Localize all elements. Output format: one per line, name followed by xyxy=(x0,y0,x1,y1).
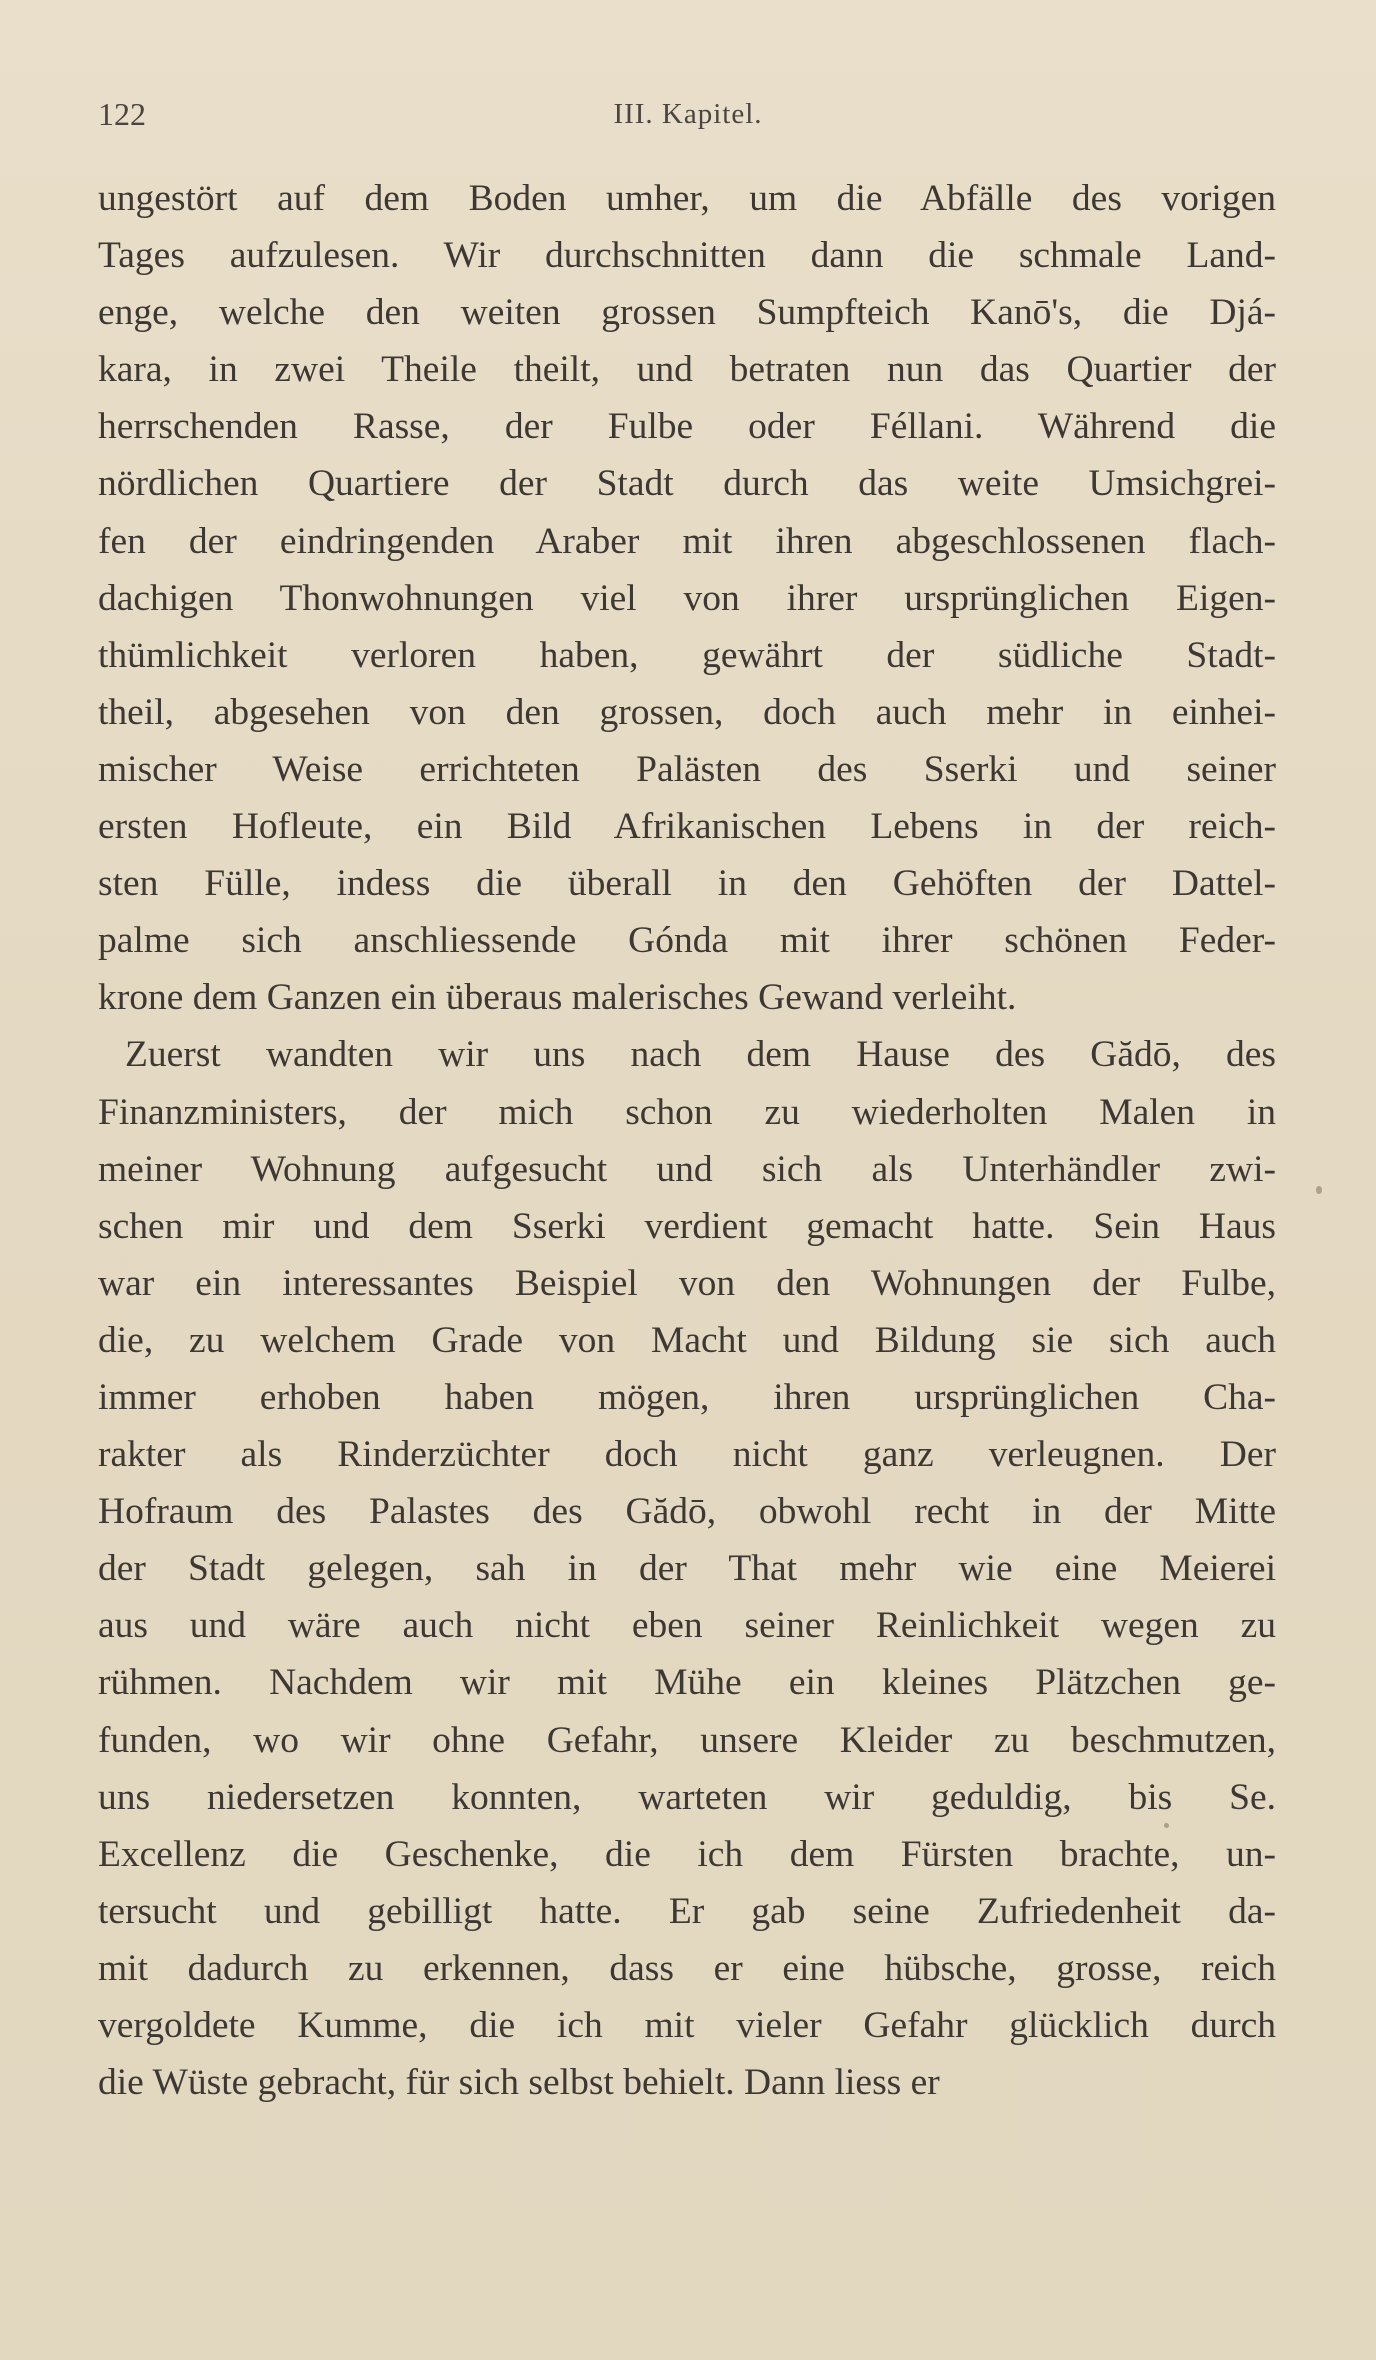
text-line: herrschenden Rasse, der Fulbe oder Féllani. Während die xyxy=(98,406,1276,448)
text-line: mischer Weise errichteten Palästen des Sserki und seiner xyxy=(98,748,1276,790)
text-line: immer erhoben haben mögen, ihren ursprünglichen Cha- xyxy=(98,1376,1276,1418)
text-line: Zuerst wandten wir uns nach dem Hause des Gădō, des xyxy=(125,1034,1276,1076)
paragraph-2 xyxy=(98,1026,1276,2111)
text-line: mit dadurch zu erkennen, dass er eine hübsche, grosse, reich xyxy=(98,1947,1276,1989)
text-line: die Wüste gebracht, für sich selbst behielt. Dann liess er xyxy=(98,2062,940,2104)
text-line: Finanzministers, der mich schon zu wiederholten Malen in xyxy=(98,1091,1276,1133)
running-head xyxy=(98,96,1278,140)
text-line: ungestört auf dem Boden umher, um die Abfälle des vorigen xyxy=(98,178,1276,219)
paper-speck xyxy=(1164,1823,1169,1828)
paragraph-1 xyxy=(98,170,1276,1026)
text-line: Hofraum des Palastes des Gădō, obwohl recht in der Mitte xyxy=(98,1491,1276,1533)
chapter-title: III. Kapitel. xyxy=(613,98,763,130)
text-line: rühmen. Nachdem wir mit Mühe ein kleines Plätzchen ge- xyxy=(98,1662,1276,1704)
paper-speck xyxy=(1316,1186,1322,1194)
text-line: theil, abgesehen von den grossen, doch auch mehr in einhei- xyxy=(98,691,1276,733)
body-text xyxy=(98,170,1276,2111)
page-number: 122 xyxy=(98,96,146,132)
text-line: der Stadt gelegen, sah in der That mehr wie eine Meierei xyxy=(98,1548,1276,1590)
text-line: dachigen Thonwohnungen viel von ihrer ursprünglichen Eigen- xyxy=(98,577,1276,619)
text-line: rakter als Rinderzüchter doch nicht ganz verleugnen. Der xyxy=(98,1434,1276,1476)
text-line: ersten Hofleute, ein Bild Afrikanischen Lebens in der reich- xyxy=(98,806,1276,848)
text-line: fen der eindringenden Araber mit ihren abgeschlossenen flach- xyxy=(98,520,1276,562)
text-line: Excellenz die Geschenke, die ich dem Fürsten brachte, un- xyxy=(98,1833,1276,1875)
text-line: thümlichkeit verloren haben, gewährt der südliche Stadt- xyxy=(98,634,1276,676)
text-line: aus und wäre auch nicht eben seiner Reinlichkeit wegen zu xyxy=(98,1605,1276,1647)
text-line: die, zu welchem Grade von Macht und Bildung sie sich auch xyxy=(98,1319,1276,1361)
text-line: sten Fülle, indess die überall in den Gehöften der Dattel- xyxy=(98,863,1276,905)
text-line: krone dem Ganzen ein überaus malerisches Gewand verleiht. xyxy=(98,977,1017,1019)
text-line: war ein interessantes Beispiel von den Wohnungen der Fulbe, xyxy=(98,1262,1276,1304)
text-line: tersucht und gebilligt hatte. Er gab seine Zufriedenheit da- xyxy=(98,1890,1276,1932)
text-line: nördlichen Quartiere der Stadt durch das weite Umsichgrei- xyxy=(98,463,1276,505)
text-line: funden, wo wir ohne Gefahr, unsere Kleider zu beschmutzen, xyxy=(98,1719,1276,1761)
text-line: meiner Wohnung aufgesucht und sich als Unterhändler zwi- xyxy=(98,1148,1276,1190)
text-line: enge, welche den weiten grossen Sumpfteich Kanō's, die Djá- xyxy=(98,292,1276,334)
text-line: vergoldete Kumme, die ich mit vieler Gefahr glücklich durch xyxy=(98,2005,1276,2046)
text-line: uns niedersetzen konnten, warteten wir geduldig, bis Se. xyxy=(98,1776,1276,1818)
text-line: schen mir und dem Sserki verdient gemacht hatte. Sein Haus xyxy=(98,1205,1276,1247)
text-line: kara, in zwei Theile theilt, und betraten nun das Quartier der xyxy=(98,349,1276,391)
text-line: palme sich anschliessende Gónda mit ihrer schönen Feder- xyxy=(98,920,1276,962)
text-line: Tages aufzulesen. Wir durchschnitten dann die schmale Land- xyxy=(98,235,1276,277)
